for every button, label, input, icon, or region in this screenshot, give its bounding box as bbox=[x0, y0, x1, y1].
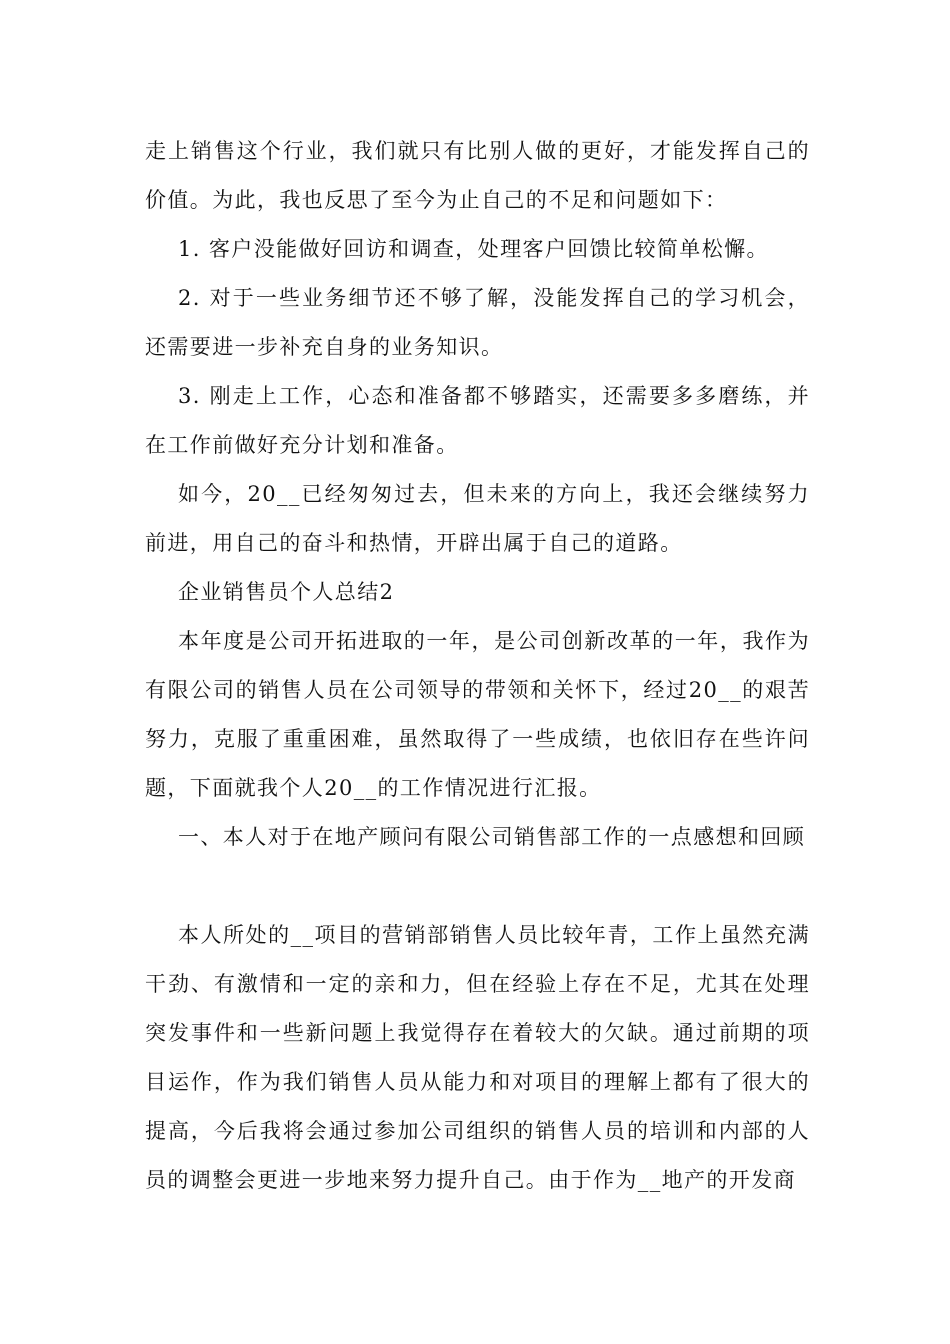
list-item-3: 3. 刚走上工作，心态和准备都不够踏实，还需要多多磨练，并在工作前做好充分计划和准备。 bbox=[145, 384, 810, 457]
section-title: 企业销售员个人总结2 bbox=[178, 580, 395, 604]
paragraph-team: 本人所处的__项目的营销部销售人员比较年青，工作上虽然充满干劲、有激情和一定的亲和力，但在经验上存在不足，尤其在处理突发事件和一些新问题上我觉得存在着较大的欠缺。通过前期的项目运作，作为我们销售人员从能力和对项目的理解上都有了很大的提高，今后我将会通过参加公司组织的销售人员的培训和内部的人员的调整会更进一步地来努力提升自己。由于作为__地产的开发商 bbox=[145, 923, 810, 1192]
paragraph-intro: 走上销售这个行业，我们就只有比别人做的更好，才能发挥自己的价值。为此，我也反思了至今为止自己的不足和问题如下： bbox=[145, 139, 810, 212]
paragraph-annual-report: 本年度是公司开拓进取的一年，是公司创新改革的一年，我作为有限公司的销售人员在公司领导的带领和关怀下，经过20__的艰苦努力，克服了重重困难，虽然取得了一些成绩，也依旧存在些许问题，下面就我个人20__的工作情况进行汇报。 bbox=[145, 629, 810, 800]
paragraph-gap bbox=[145, 862, 810, 911]
paragraph-conclusion: 如今，20__已经匆匆过去，但未来的方向上，我还会继续努力前进，用自己的奋斗和热情，开辟出属于自己的道路。 bbox=[145, 482, 810, 555]
list-item-1: 1. 客户没能做好回访和调查，处理客户回馈比较简单松懈。 bbox=[178, 237, 769, 261]
document-body bbox=[145, 127, 810, 1205]
section-heading-1: 一、本人对于在地产顾问有限公司销售部工作的一点感想和回顾 bbox=[178, 825, 806, 849]
list-item-2: 2. 对于一些业务细节还不够了解，没能发挥自己的学习机会，还需要进一步补充自身的业务知识。 bbox=[145, 286, 810, 359]
